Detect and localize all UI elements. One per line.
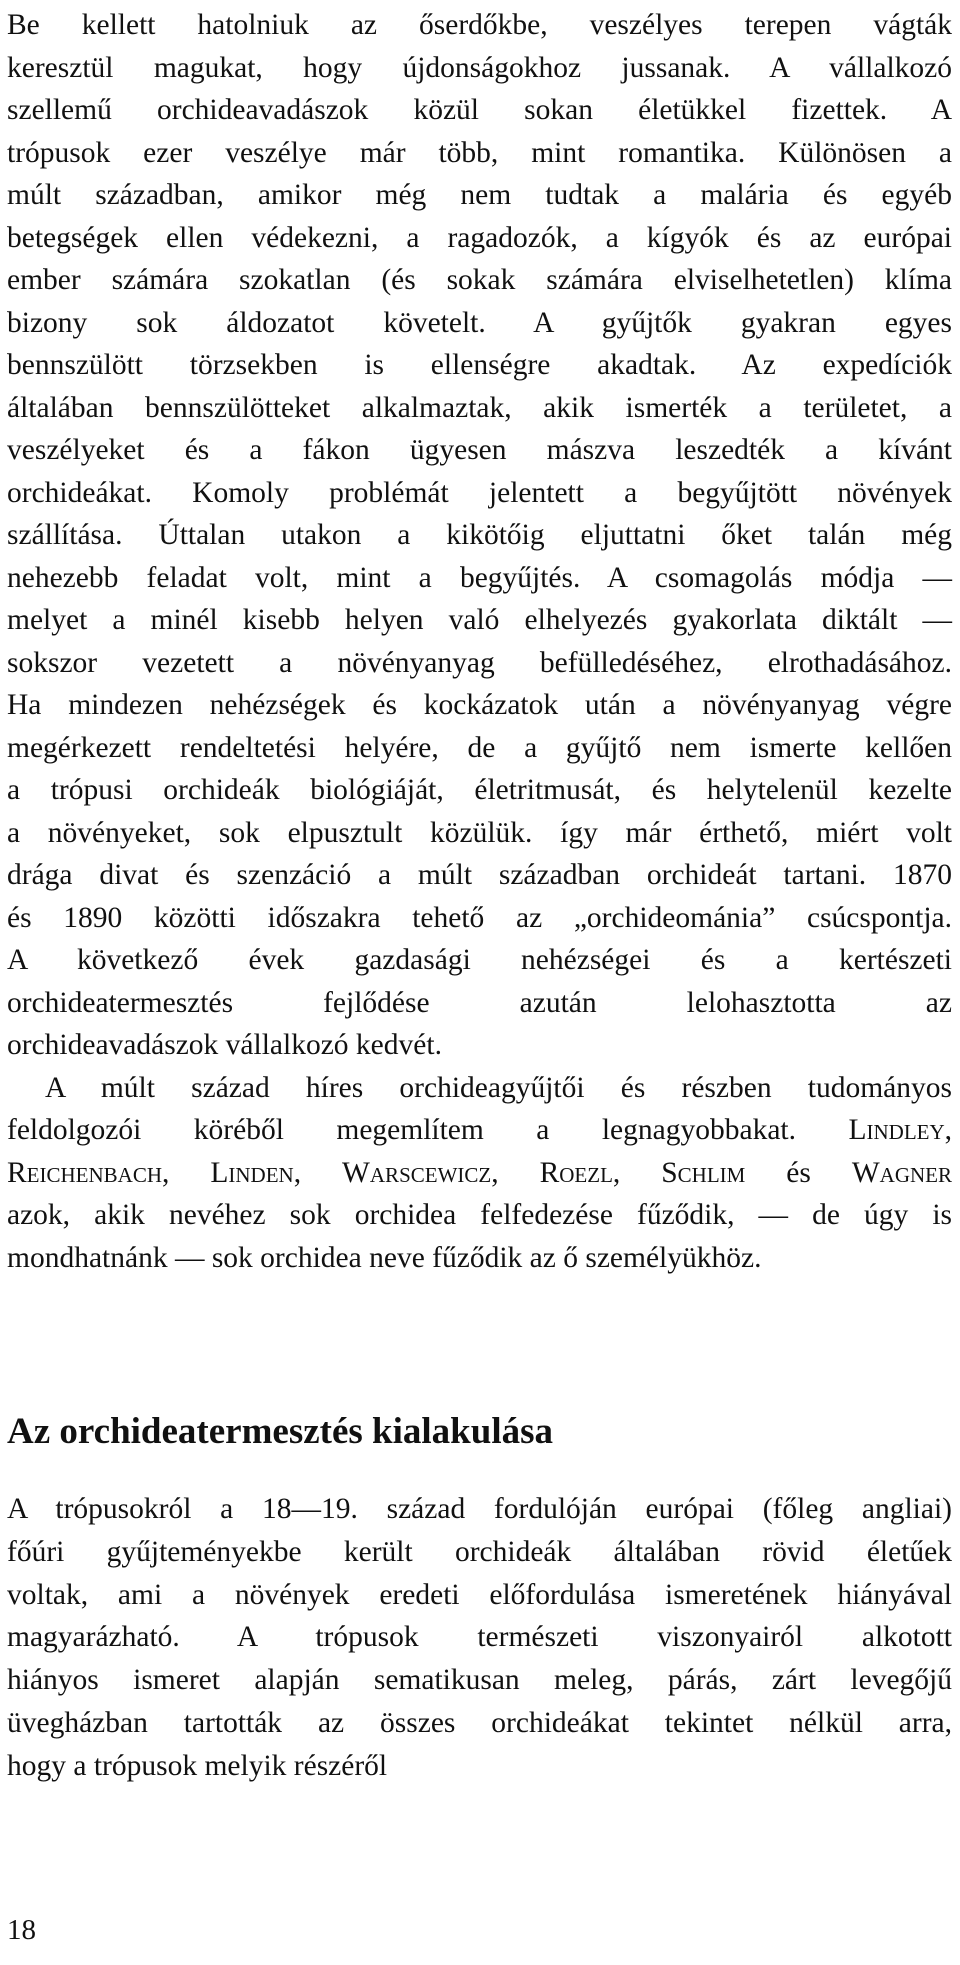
separator: ,	[491, 1156, 499, 1189]
text-line: szállítása. Úttalan utakon a kikötőig eljuttatni őket talán még	[7, 519, 952, 551]
text-line: betegségek ellen védekezni, a ragadozók, a kígyók és az európai	[7, 221, 952, 254]
collector-name: Linden	[210, 1156, 294, 1189]
text-line: keresztül magukat, hogy újdonságokhoz jussanak. A vállalkozó	[7, 51, 952, 84]
collector-name: Schlim	[661, 1156, 746, 1189]
paragraph-famous-collectors	[7, 1067, 952, 1280]
collector-name: Wagner	[851, 1156, 953, 1189]
text-line: A trópusokról a 18—19. század fordulóján európai (főleg angliai)	[7, 1493, 952, 1525]
separator: ,	[162, 1156, 170, 1189]
separator: ,	[612, 1156, 621, 1189]
text-segment: feldolgozói köréből megemlítem a legnagyobbakat.	[7, 1114, 796, 1146]
text-line: A múlt század híres orchideagyűjtői és részben tudományos	[45, 1071, 952, 1104]
text-line: és 1890 közötti időszakra tehető az „orchideománia” csúcspontja.	[7, 901, 952, 934]
text-line: A következő évek gazdasági nehézségei és a kertészeti	[7, 944, 952, 976]
collector-name: Warscewicz	[342, 1156, 492, 1189]
text-line: nehezebb feladat volt, mint a begyűjtés. A csomagolás módja —	[7, 561, 952, 594]
text-line: trópusok ezer veszélye már több, mint romantika. Különösen a	[7, 136, 952, 169]
text-line: orchideavadászok vállalkozó kedvét.	[7, 1029, 442, 1061]
text-line: főúri gyűjteményekbe került orchideák általában rövid életűek	[7, 1535, 952, 1568]
text-line: orchideatermesztés fejlődése azután lelohasztotta az	[7, 986, 952, 1019]
text-line: hogy a trópusok melyik részéről	[7, 1749, 388, 1782]
text-line: azok, akik nevéhez sok orchidea felfedezése fűződik, — de úgy is	[7, 1199, 952, 1231]
separator: ,	[293, 1156, 302, 1189]
body-text-continued	[7, 1488, 952, 1788]
text-line: orchideákat. Komoly problémát jelentett a begyűjtött növények	[7, 476, 952, 509]
text-line: Be kellett hatolniuk az őserdőkbe, veszélyes terepen vágták	[7, 9, 952, 41]
text-line: bizony sok áldozatot követelt. A gyűjtők gyakran egyes	[7, 306, 952, 339]
text-line: a növényeket, sok elpusztult közülük. így már érthető, miért volt	[7, 816, 952, 849]
paragraph-cultivation-history	[7, 1488, 952, 1788]
text-line: veszélyeket és a fákon ügyesen mászva leszedték a kívánt	[7, 434, 952, 466]
collector-name: Roezl	[539, 1156, 613, 1189]
paragraph-orchid-hunters	[7, 4, 952, 1067]
text-line: ember számára szokatlan (és sokak számára elviselhetetlen) klíma	[7, 264, 952, 296]
conjunction: és	[786, 1156, 811, 1189]
text-line	[7, 1109, 952, 1152]
text-line: hiányos ismeret alapján sematikusan meleg, párás, zárt levegőjű	[7, 1664, 952, 1697]
text-line: melyet a minél kisebb helyen való elhelyezés gyakorlata diktált —	[7, 604, 952, 636]
body-text	[7, 4, 952, 1279]
text-line: Ha mindezen nehézségek és kockázatok után a növényanyag végre	[7, 689, 952, 721]
text-line: drága divat és szenzáció a múlt században orchideát tartani. 1870	[7, 859, 952, 891]
page-number: 18	[7, 1914, 36, 1946]
collector-name: Lindley	[848, 1114, 945, 1146]
text-line: múlt században, amikor még nem tudtak a malária és egyéb	[7, 179, 952, 211]
text-line: általában bennszülötteket alkalmaztak, akik ismerték a területet, a	[7, 391, 952, 424]
text-line: sokszor vezetett a növényanyag befülledéséhez, elrothadásához.	[7, 646, 952, 679]
text-line: magyarázható. A trópusok természeti viszonyairól alkotott	[7, 1621, 952, 1654]
text-line: a trópusi orchideák biológiáját, életritmusát, és helytelenül kezelte	[7, 774, 952, 806]
text-line	[7, 1152, 952, 1195]
collector-name: Reichenbach	[7, 1156, 163, 1189]
separator: ,	[944, 1114, 953, 1146]
text-line: mondhatnánk — sok orchidea neve fűződik az ő személyükhöz.	[7, 1241, 762, 1274]
text-line: megérkezett rendeltetési helyére, de a gyűjtő nem ismerte kellően	[7, 731, 952, 764]
text-line: bennszülött törzsekben is ellenségre akadtak. Az expedíciók	[7, 349, 952, 381]
section-heading: Az orchideatermesztés kialakulása	[7, 1411, 554, 1452]
text-line: üvegházban tartották az összes orchideákat tekintet nélkül arra,	[7, 1706, 952, 1739]
text-line: szellemű orchideavadászok közül sokan életükkel fizettek. A	[7, 94, 952, 126]
text-line: voltak, ami a növények eredeti előfordulása ismeretének hiányával	[7, 1578, 952, 1611]
